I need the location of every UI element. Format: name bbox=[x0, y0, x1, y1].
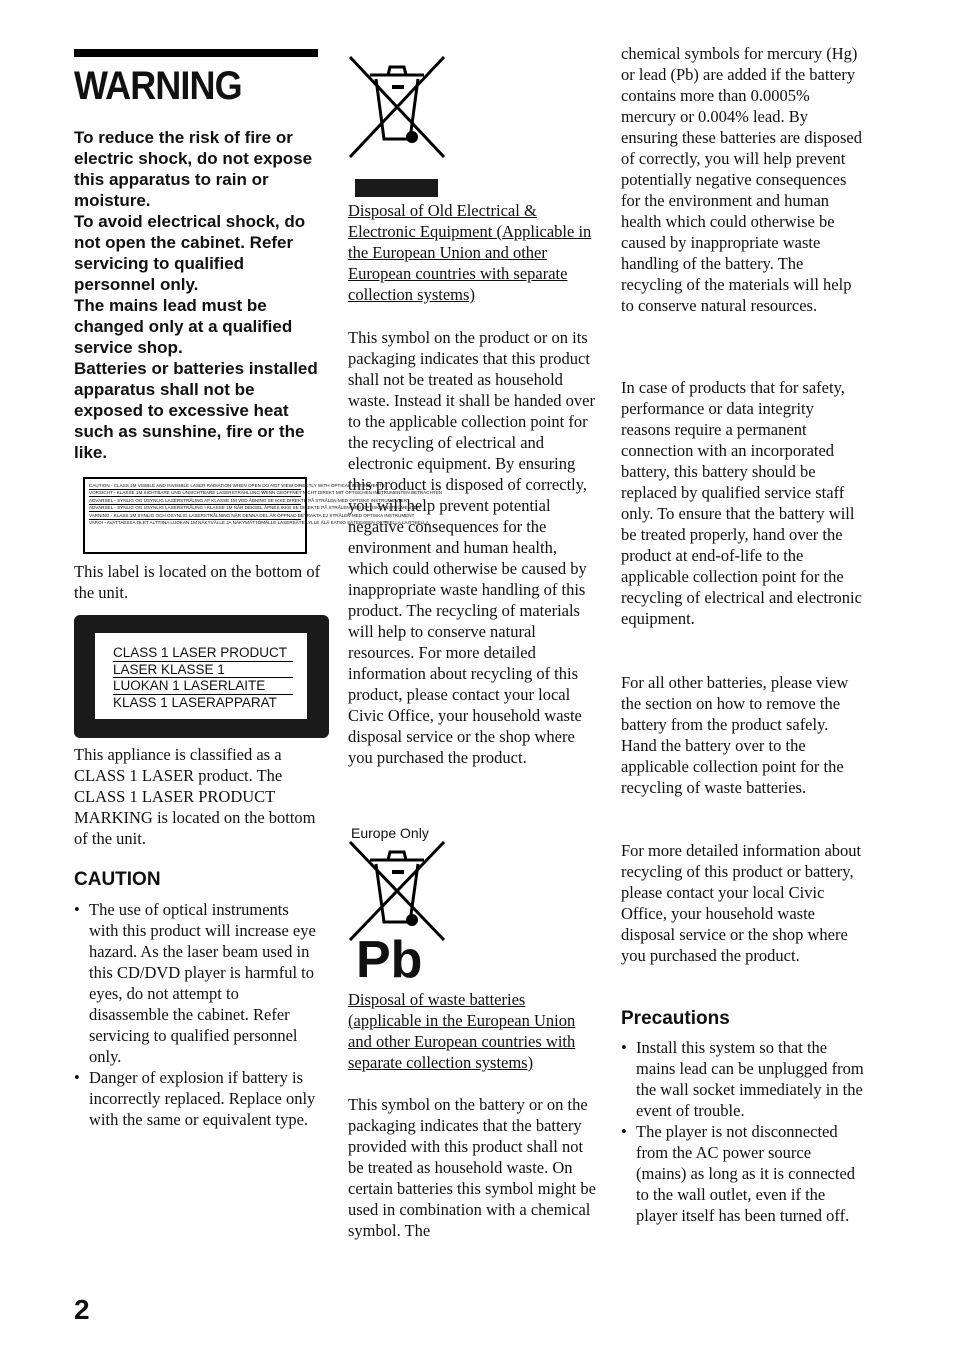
caution-label-row: ADVARSEL - SYNLIG OG USYNLIG LASERSTRÅLING AF KLASSE 1M VED ÅBNING SE IKKE DIREKTE PÅ STRÅLEN MED OPTISKE INSTRUMENTER bbox=[89, 497, 301, 505]
batteries-paragraph: chemical symbols for mercury (Hg) or lead (Pb) are added if the battery contains more than 0.0005% mercury or 0.004% lead. By ensuring these batteries are disposed of correctly, you will help prevent potentially negative consequences for the environment and human health which could otherwise be caused by inappropriate waste handling of the battery. The recycling of the materials will help to conserve natural resources. bbox=[621, 44, 863, 315]
caution-label-row: VARO! - AVATTAESSA OLET ALTTIINA LUOKAN 1M NÄKYVÄLLE JA NÄKYMÄTTÖMÄLLE LASERSÄTEILYLLE ÄLÄ KATSO SÄTEESEEN OPTISELLA LAITTEELLA bbox=[89, 520, 429, 526]
pb-symbol: Pb bbox=[356, 931, 423, 989]
caution-list bbox=[74, 899, 322, 1130]
title-rule bbox=[74, 49, 318, 57]
precautions-heading: Precautions bbox=[621, 1008, 730, 1029]
laser-product-line: CLASS 1 LASER PRODUCT bbox=[113, 645, 293, 662]
label-note: This label is located on the bottom of the unit. bbox=[74, 562, 321, 602]
laser-product-line: LASER KLASSE 1 bbox=[113, 662, 293, 679]
other-batteries-paragraph: For all other batteries, please view the section on how to remove the battery from the product safely. Hand the battery over to the applicable collection point for the recycling of waste batteries. bbox=[621, 673, 849, 797]
warning-text bbox=[74, 127, 324, 463]
caution-laser-label bbox=[83, 477, 443, 554]
bin-underbar bbox=[355, 179, 438, 197]
warning-paragraph: To reduce the risk of fire or electric shock, do not expose this apparatus to rain or moisture. bbox=[74, 128, 313, 210]
laser-product-line: LUOKAN 1 LASERLAITE bbox=[113, 678, 293, 695]
warning-paragraph: To avoid electrical shock, do not open the cabinet. Refer servicing to qualified personnel only. bbox=[74, 212, 306, 294]
list-item: • Danger of explosion if battery is incorrectly replaced. Replace only with the same or equivalent type. bbox=[74, 1067, 322, 1130]
list-item: • Install this system so that the mains lead can be unplugged from the wall socket immediately in the event of trouble. bbox=[621, 1037, 865, 1121]
more-info-paragraph: For more detailed information about recycling of this product or battery, please contact your local Civic Office, your household waste disposal service or the shop where you purchased the product. bbox=[621, 841, 862, 965]
warning-paragraph: Batteries or batteries installed apparatus shall not be exposed to excessive heat such as sunshine, fire or the like. bbox=[74, 359, 318, 462]
laser-product-plate bbox=[74, 615, 329, 738]
caution-label-row: VARNING - KLASS 1M SYNLIG OCH OSYNLIG LASERSTRÅLNING NÄR DENNA DEL ÄR ÖPPNAD BETRAKTA EJ STRÅLEN MED OPTISKA INSTRUMENT bbox=[89, 512, 301, 520]
disposal-electrical-body: This symbol on the product or on its packaging indicates that this product shall not be treated as household waste. Instead it shall be handed over to the applicable collection point for the recycling of electrical and electronic equipment. By ensuring this product is disposed of correctly, you will help prevent potential negative consequences for the environment and human health, which could otherwise be caused by inappropriate waste handling of this product. The recycling of materials will help to conserve natural resources. For more detailed information about recycling of this product, please contact your local Civic Office, your household waste disposal service or the shop where you purchased the product. bbox=[348, 328, 595, 767]
laser-note: This appliance is classified as a CLASS 1 LASER product. The CLASS 1 LASER PRODUCT MARKING is located on the bottom of the unit. bbox=[74, 745, 316, 848]
list-item: • The use of optical instruments with this product will increase eye hazard. As the laser beam used in this CD/DVD player is harmful to eyes, do not attempt to disassemble the cabinet. Refer servicing to qualified personnel only. bbox=[74, 899, 322, 1067]
europe-only-label: Europe Only bbox=[351, 825, 429, 841]
incorporated-battery-paragraph: In case of products that for safety, performance or data integrity reasons require a permanent connection with an incorporated battery, this battery should be replaced by qualified service staff only. To ensure that the battery will be treated properly, hand over the product at end-of-life to the applicable collection point for the recycling of electrical and electronic equipment. bbox=[621, 378, 862, 628]
laser-product-line: KLASS 1 LASERAPPARAT bbox=[113, 694, 277, 710]
list-item: • The player is not disconnected from the AC power source (mains) as long as it is connected to the wall outlet, even if the player itself has been turned off. bbox=[621, 1121, 865, 1226]
caution-label-row: VORSICHT - KLASSE 1M SICHTBARE UND UNSICHTBARE LASERSTRAHLUNG WENN GEOFFNET NICHT DIREKT MIT OPTISCHEN INSTRUMENTEN BETRACHTEN bbox=[89, 490, 301, 498]
disposal-batteries-title: Disposal of waste batteries (applicable in the European Union and other European countries with separate collection systems) bbox=[348, 990, 576, 1072]
page-number: 2 bbox=[74, 1294, 90, 1325]
caution-heading: CAUTION bbox=[74, 869, 161, 890]
warning-paragraph: The mains lead must be changed only at a qualified service shop. bbox=[74, 296, 293, 357]
warning-title: WARNING bbox=[74, 64, 242, 108]
crossed-bin-battery-icon bbox=[348, 840, 446, 942]
caution-label-row: ADVARSEL - SYNLIG OG USYNLIG LASERSTRÅLING I KLASSE 1M NÅR DEKSEL ÅPNES IKKE SE DIREKTE PÅ STRÅLEN MED OPTISKE INSTRUMENTER bbox=[89, 505, 301, 513]
caution-label-row: CAUTION - CLASS 1M VISIBLE AND INVISIBLE LASER RADIATION WHEN OPEN DO NOT VIEW DIRECTLY WITH OPTICAL INSTRUMENTS bbox=[89, 482, 301, 490]
precautions-list bbox=[621, 1037, 865, 1226]
disposal-electrical-title: Disposal of Old Electrical & Electronic Equipment (Applicable in the European Union and other European countries with separate collection systems) bbox=[348, 201, 592, 304]
disposal-batteries-body: This symbol on the battery or on the packaging indicates that the battery provided with this product shall not be treated as household waste. On certain batteries this symbol might be used in combination with a chemical symbol. The bbox=[348, 1095, 596, 1240]
laser-product-panel bbox=[95, 633, 307, 719]
crossed-bin-icon bbox=[348, 55, 446, 159]
